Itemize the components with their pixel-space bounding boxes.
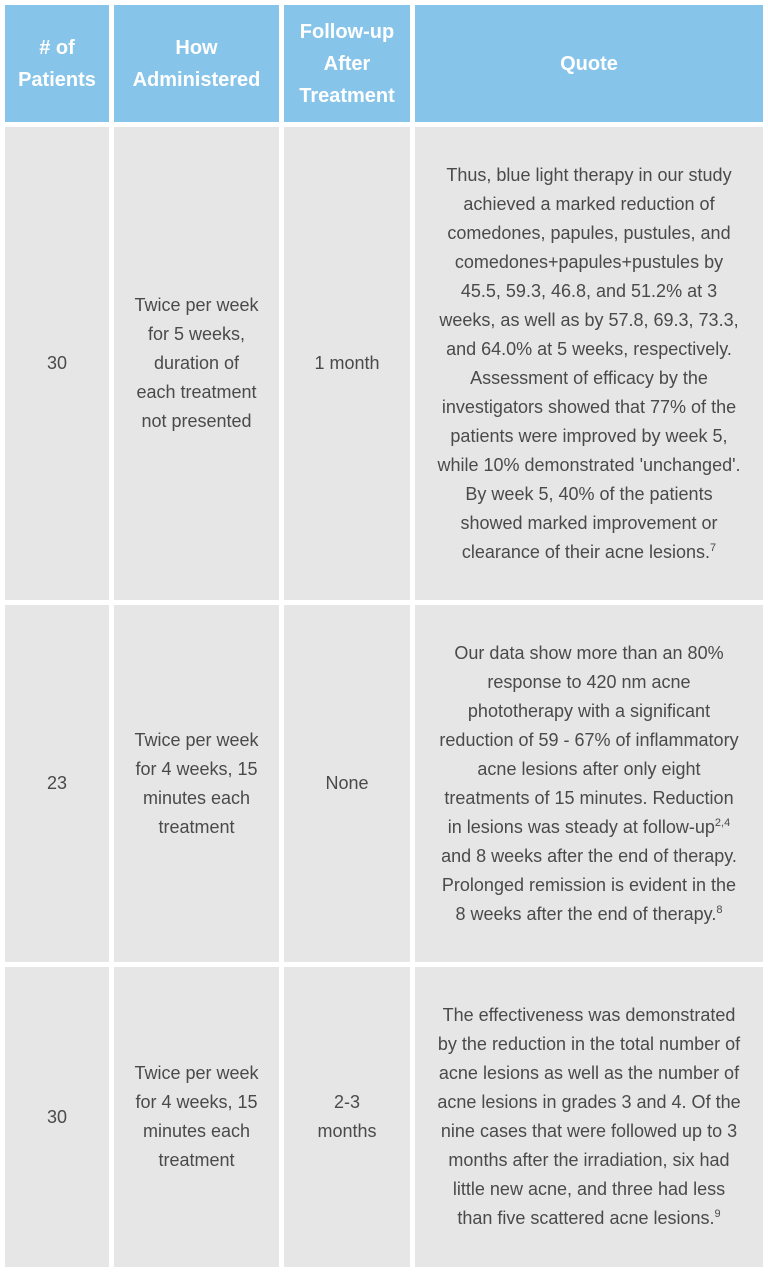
quote-cell <box>415 127 763 600</box>
patients-cell: 23 <box>5 605 109 962</box>
how-administered-cell: Twice per week for 5 weeks, duration of each treatment not presented <box>114 127 279 600</box>
quote-text: Our data show more than an 80% response to 420 nm acne phototherapy with a significant reduction of 59 - 67% of inflammatory acne lesions after only eight treatments of 15 minutes. Reduction in lesions was steady at follow-up <box>439 642 739 837</box>
how-administered-cell: Twice per week for 4 weeks, 15 minutes each treatment <box>114 605 279 962</box>
follow-up-cell: None <box>284 605 410 962</box>
follow-up-cell: 1 month <box>284 127 410 600</box>
quote-text: The effectiveness was demonstrated by the reduction in the total number of acne lesions as well as the number of acne lesions in grades 3 and 4. Of the nine cases that were followed up to 3 months after the irradiation, six had little new acne, and three had less than five scattered acne lesions. <box>437 1005 741 1228</box>
reference-superscript: 2,4 <box>714 816 731 829</box>
header-follow-up: Follow-up After Treatment <box>284 5 410 122</box>
patients-cell: 30 <box>5 967 109 1267</box>
quote-text: Thus, blue light therapy in our study achieved a marked reduction of comedones, papules, pustules, and comedones+papules+pustules by 45.5, 59.3, 46.8, and 51.2% at 3 weeks, as well as by 57.8, 69.3, 73.3, and 64.0% at 5 weeks, respectively. Assessment of efficacy by the investigators showed that 77% of the patients were improved by week 5, while 10% demonstrated 'unchanged'. By week 5, 40% of the patients showed marked improvement or clearance of their acne lesions. <box>437 164 741 562</box>
header-quote: Quote <box>415 5 763 122</box>
table-row <box>5 605 763 962</box>
follow-up-cell: 2-3 months <box>284 967 410 1267</box>
patients-cell: 30 <box>5 127 109 600</box>
reference-superscript: 8 <box>716 903 723 916</box>
header-patients: # of Patients <box>5 5 109 122</box>
how-administered-cell: Twice per week for 4 weeks, 15 minutes each treatment <box>114 967 279 1267</box>
table-row <box>5 127 763 600</box>
quote-text-continued: and 8 weeks after the end of therapy. Prolonged remission is evident in the 8 weeks after the end of therapy. <box>441 845 737 924</box>
reference-superscript: 7 <box>710 541 717 554</box>
header-how-administered: How Administered <box>114 5 279 122</box>
quote-cell <box>415 967 763 1267</box>
header-row <box>5 5 763 122</box>
table-row <box>5 967 763 1267</box>
reference-superscript: 9 <box>714 1208 721 1220</box>
quote-cell <box>415 605 763 962</box>
